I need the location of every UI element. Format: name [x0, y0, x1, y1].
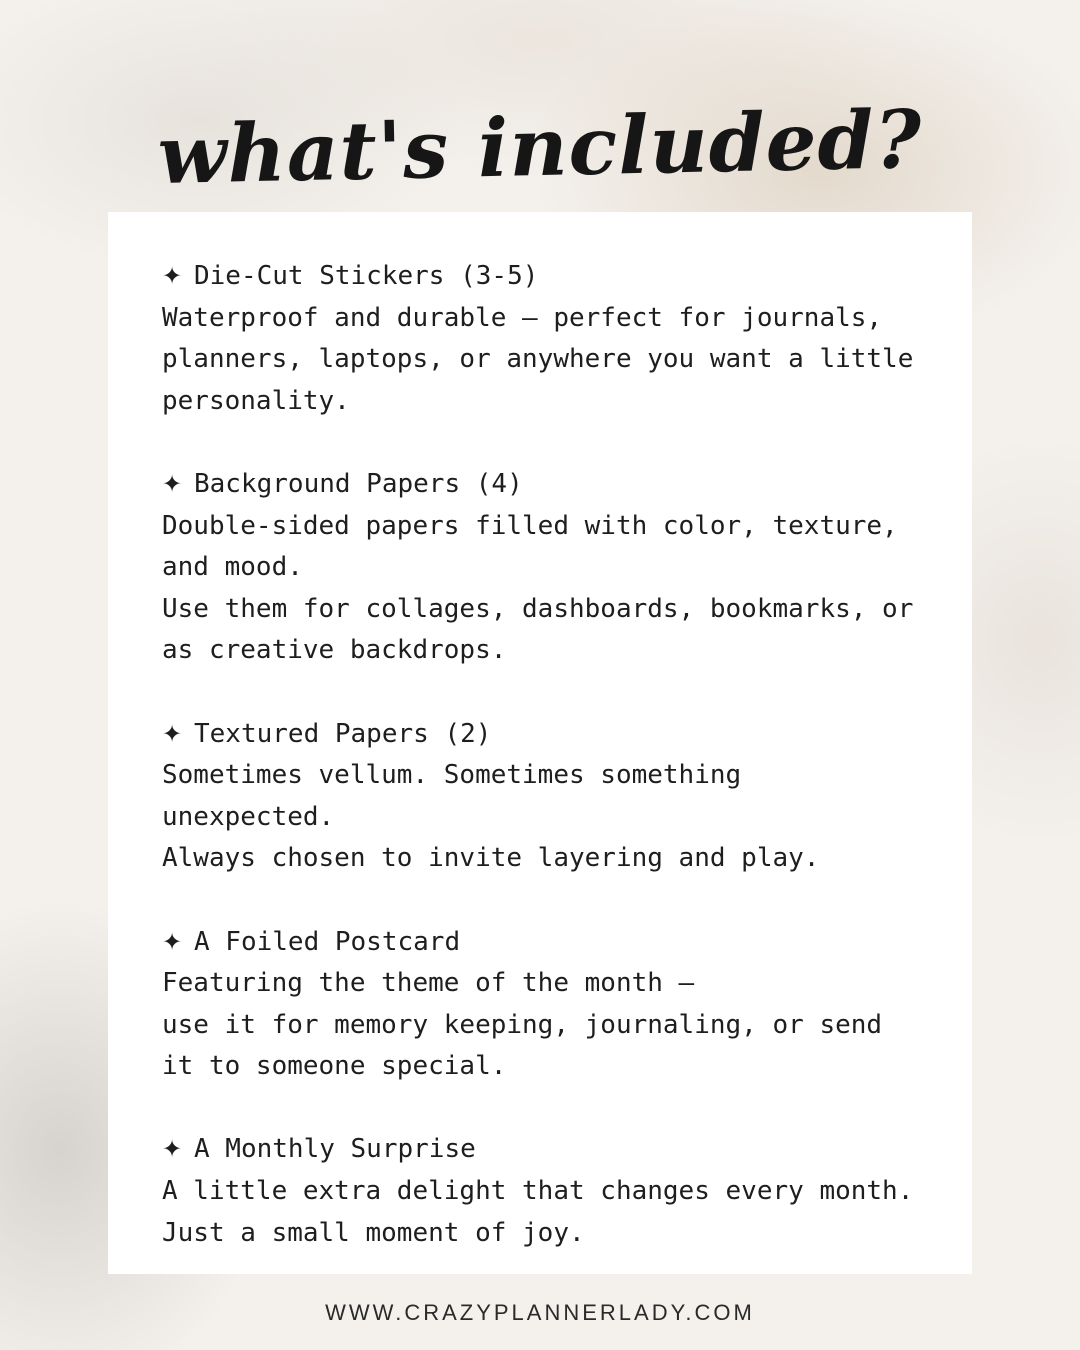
description-line: it to someone special. [162, 1051, 507, 1082]
section-heading [162, 714, 932, 756]
section-heading [162, 922, 932, 964]
section-heading-text: A Foiled Postcard [194, 926, 461, 957]
sparkle-star-icon: ✦ [162, 1135, 183, 1164]
description-line: personality. [162, 385, 350, 416]
section-monthly-surprise [162, 1129, 932, 1254]
section-heading-text: A Monthly Surprise [194, 1134, 476, 1165]
description-line: Sometimes vellum. Sometimes something [162, 760, 742, 791]
description-line: A little extra delight that changes every month. [162, 1176, 914, 1207]
section-foiled-postcard [162, 922, 932, 1088]
page-title: what's included? [156, 92, 924, 202]
description-line: planners, laptops, or anywhere you want a little [162, 344, 914, 375]
description-line: Featuring the theme of the month — [162, 968, 695, 999]
description-line: and mood. [162, 552, 303, 583]
section-heading-text: Die-Cut Stickers (3-5) [194, 261, 539, 291]
description-line: use it for memory keeping, journaling, or send [162, 1009, 883, 1040]
sparkle-star-icon: ✦ [162, 927, 183, 956]
website-url: WWW.CRAZYPLANNERLADY.COM [325, 1300, 755, 1325]
section-heading [162, 256, 932, 298]
section-heading-text: Textured Papers (2) [194, 718, 492, 749]
content-card [108, 212, 972, 1274]
section-heading [162, 1129, 932, 1171]
sparkle-star-icon: ✦ [162, 469, 183, 498]
description-line: Use them for collages, dashboards, bookmarks, or [162, 593, 914, 624]
section-die-cut-stickers [162, 256, 932, 422]
sparkle-star-icon: ✦ [162, 262, 183, 290]
sparkle-star-icon: ✦ [162, 719, 183, 748]
description-line: Waterproof and durable — perfect for journals, [162, 302, 883, 333]
description-line: unexpected. [162, 801, 335, 832]
section-heading-text: Background Papers (4) [194, 468, 523, 499]
section-textured-papers [162, 714, 932, 880]
description-line: Double-sided papers filled with color, texture, [162, 510, 898, 541]
description-line: Always chosen to invite layering and play. [162, 843, 820, 874]
description-line: as creative backdrops. [162, 635, 507, 666]
section-heading [162, 464, 932, 506]
description-line: Just a small moment of joy. [162, 1217, 585, 1248]
section-background-papers [162, 464, 932, 672]
